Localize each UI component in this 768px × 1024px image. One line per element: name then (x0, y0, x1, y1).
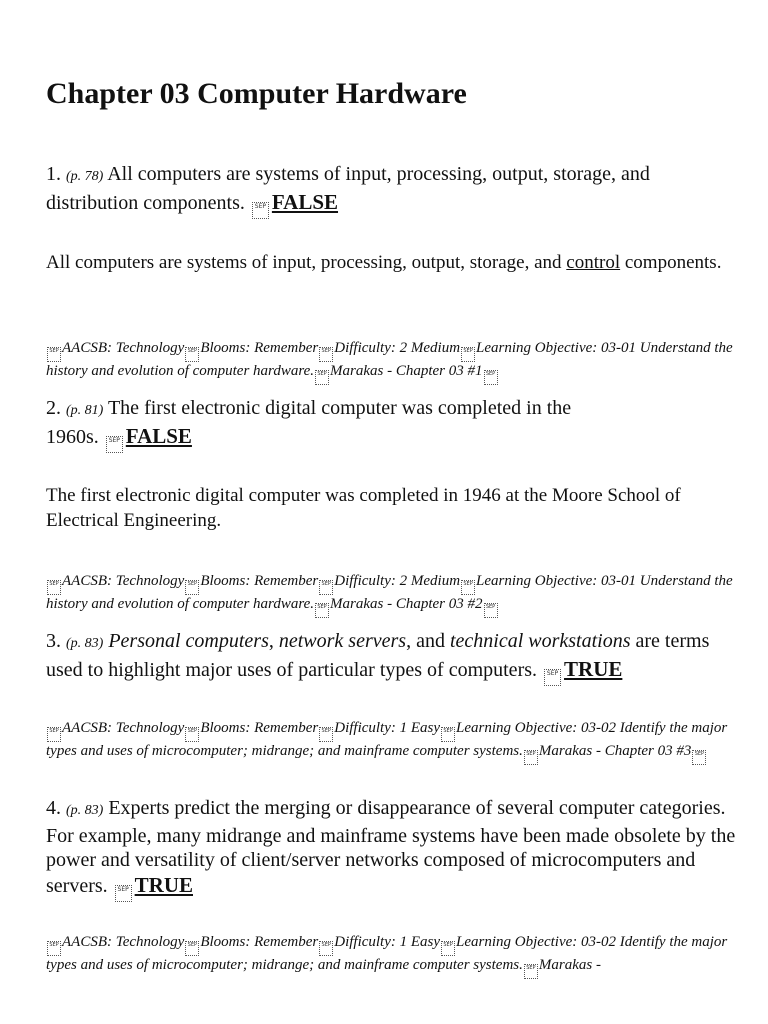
meta-blooms: Blooms: Remember (200, 934, 319, 950)
meta-aacsb: AACSB: Technology (62, 573, 185, 589)
meta-objective: Learning Objective: 03-02 Identify the major types and uses of microcomputer; midrange; and mainframe computer systems. (46, 934, 728, 973)
separator-glyph-icon: SEP (106, 436, 123, 453)
separator-glyph-icon: SEP (47, 580, 61, 595)
explanation-1 (46, 251, 746, 276)
question-text: are terms used to highlight major uses of particular types of computers. (46, 630, 710, 681)
question-2 (46, 396, 746, 453)
separator-glyph-icon: SEP (185, 347, 199, 362)
separator-glyph-icon: SEP (47, 347, 61, 362)
explanation-2 (46, 484, 746, 533)
separator-glyph-icon: SEP (185, 727, 199, 742)
answer-label: FALSE (125, 423, 192, 448)
term-technical-workstations: technical workstations (449, 630, 631, 652)
meta-aacsb: AACSB: Technology (62, 340, 185, 356)
separator-glyph-icon: SEP (484, 603, 498, 618)
meta-difficulty: Difficulty: 1 Easy (334, 934, 441, 950)
separator-glyph-icon: SEP (461, 580, 475, 595)
question-number: 2. (46, 397, 61, 419)
question-text: Experts predict the merging or disappearance of several computer categories. For example, many midrange and mainframe systems have been made obsolete by the power and versatility of client/server networks composed of microcomputers and servers. (46, 797, 736, 897)
meta-objective: Learning Objective: 03-02 Identify the major types and uses of microcomputer; midrange; and mainframe computer systems. (46, 720, 728, 759)
separator-glyph-icon: SEP (461, 347, 475, 362)
metadata-3 (46, 719, 746, 765)
question-number: 4. (46, 797, 61, 819)
answer-label: TRUE (564, 656, 623, 681)
meta-blooms: Blooms: Remember (200, 573, 319, 589)
separator-glyph-icon: SEP (484, 370, 498, 385)
meta-difficulty: Difficulty: 2 Medium (334, 340, 461, 356)
separator-glyph-icon: SEP (115, 885, 132, 902)
meta-source: Marakas - Chapter 03 #2 (330, 596, 483, 612)
page-reference: (p. 81) (66, 403, 104, 418)
separator-glyph-icon: SEP (524, 750, 538, 765)
answer-label: FALSE (271, 189, 339, 214)
explanation-text: All computers are systems of input, processing, output, storage, and (46, 252, 567, 273)
separator-glyph-icon: SEP (692, 750, 706, 765)
meta-source: Marakas - (538, 957, 601, 973)
separator-glyph-icon: SEP (319, 727, 333, 742)
question-4 (46, 796, 746, 902)
term-separator: , and (406, 630, 445, 652)
separator-glyph-icon: SEP (319, 347, 333, 362)
meta-blooms: Blooms: Remember (200, 720, 319, 736)
separator-glyph-icon: SEP (252, 202, 269, 219)
term-separator: , (268, 630, 274, 652)
answer-label: TRUE (134, 872, 193, 897)
separator-glyph-icon: SEP (441, 727, 455, 742)
separator-glyph-icon: SEP (315, 603, 329, 618)
meta-objective: Learning Objective: 03-01 Understand the history and evolution of computer hardware. (46, 340, 733, 379)
meta-difficulty: Difficulty: 2 Medium (334, 573, 461, 589)
separator-glyph-icon: SEP (524, 964, 538, 979)
separator-glyph-icon: SEP (185, 580, 199, 595)
question-text: The first electronic digital computer was completed in the (107, 397, 572, 419)
page-reference: (p. 83) (66, 803, 104, 818)
metadata-4 (46, 933, 746, 979)
explanation-text-end: components. (620, 252, 722, 273)
question-text: All computers are systems of input, processing, output, storage, and distribution components. (46, 163, 650, 214)
term-personal-computers: Personal computers (108, 630, 269, 652)
meta-source: Marakas - Chapter 03 #3 (538, 743, 692, 759)
meta-aacsb: AACSB: Technology (62, 934, 185, 950)
separator-glyph-icon: SEP (47, 941, 61, 956)
meta-blooms: Blooms: Remember (200, 340, 319, 356)
meta-objective: Learning Objective: 03-01 Understand the history and evolution of computer hardware. (46, 573, 733, 612)
explanation-underlined: control (566, 252, 621, 273)
question-number: 3. (46, 630, 61, 652)
metadata-1 (46, 339, 746, 385)
question-number: 1. (46, 163, 61, 185)
metadata-2 (46, 572, 746, 618)
page-reference: (p. 78) (66, 169, 104, 184)
meta-source: Marakas - Chapter 03 #1 (330, 363, 483, 379)
question-1 (46, 162, 746, 219)
separator-glyph-icon: SEP (441, 941, 455, 956)
separator-glyph-icon: SEP (47, 727, 61, 742)
separator-glyph-icon: SEP (319, 941, 333, 956)
question-text-line-2: 1960s. (46, 425, 99, 448)
explanation-text: The first electronic digital computer was completed in 1946 at the Moore School of Electrical Engineering. (46, 485, 681, 531)
term-network-servers: network servers (278, 630, 407, 652)
separator-glyph-icon: SEP (185, 941, 199, 956)
meta-difficulty: Difficulty: 1 Easy (334, 720, 441, 736)
separator-glyph-icon: SEP (319, 580, 333, 595)
page-reference: (p. 83) (66, 636, 104, 651)
meta-aacsb: AACSB: Technology (62, 720, 185, 736)
separator-glyph-icon: SEP (544, 669, 561, 686)
page-title: Chapter 03 Computer Hardware (46, 77, 467, 110)
separator-glyph-icon: SEP (315, 370, 329, 385)
question-3 (46, 629, 746, 686)
